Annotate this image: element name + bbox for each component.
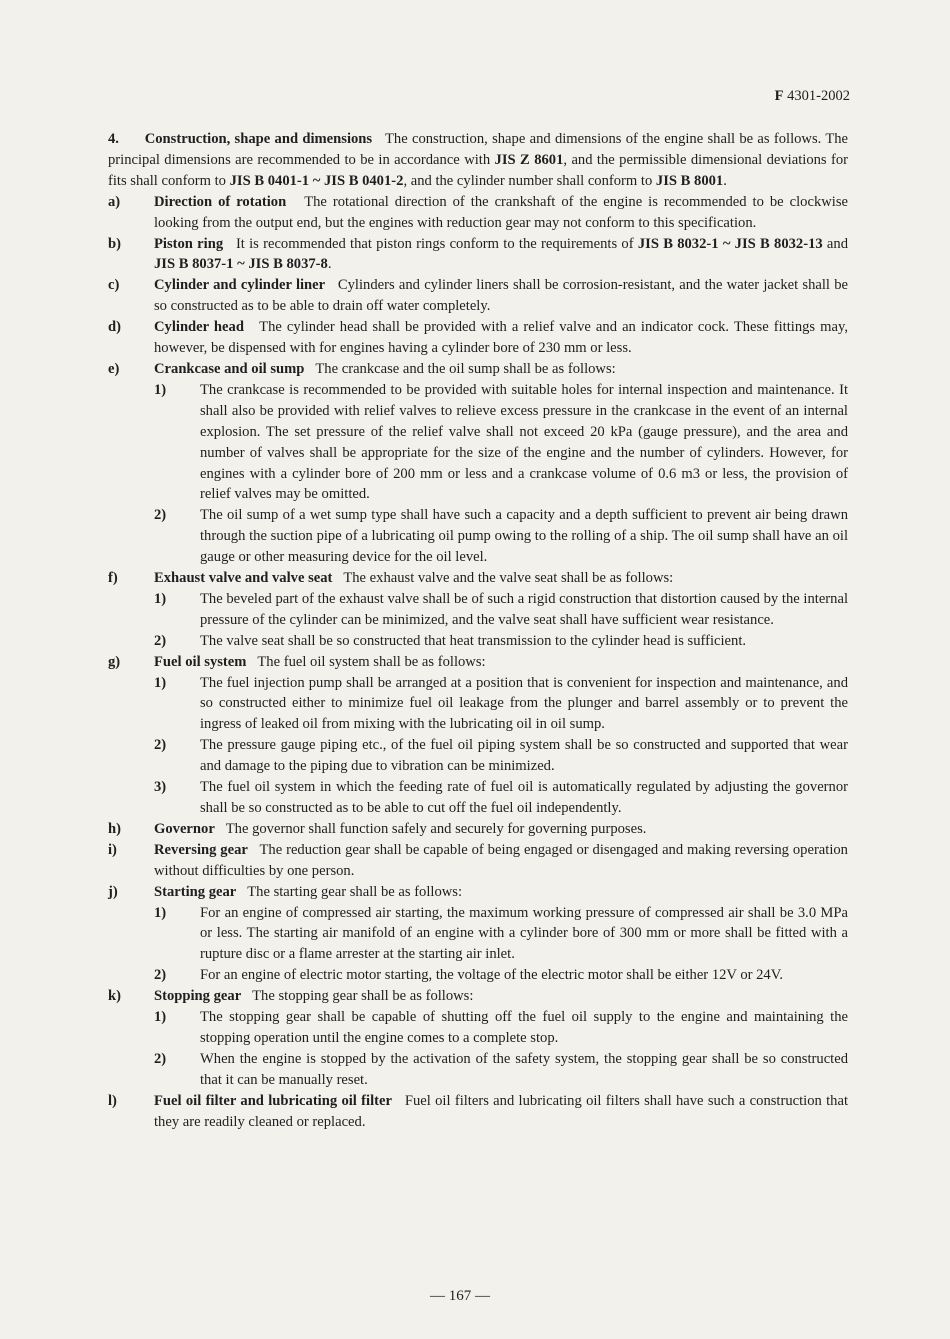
item-text: The rotational direction of the crankshaft of the engine is recommended to be clockwise looking from the output end, but the engines with reduction gear may not conform to this specification.: [154, 193, 848, 231]
item-label: j): [108, 883, 118, 900]
page-number: — 167 —: [430, 1288, 490, 1304]
item-title: Exhaust valve and valve seat: [154, 570, 333, 587]
subitem-text: The stopping gear shall be capable of shutting off the fuel oil supply to the engine and maintaining the stopping operation until the engine comes to a complete stop.: [200, 1009, 848, 1046]
item-b: [108, 234, 848, 276]
subitem-label: 3): [154, 779, 167, 796]
item-f: [108, 568, 848, 652]
item-label: f): [108, 570, 118, 587]
subitem: [154, 735, 848, 777]
item-label: k): [108, 988, 121, 1005]
subitem-text: The fuel injection pump shall be arranged at a position that is convenient for inspection and maintenance, and so constructed either to minimize fuel oil leakage from the plunger and barrel assembly or to prevent the ingress of leaked oil from mixing with the lubricating oil in oil sump.: [200, 674, 848, 733]
subitem: [154, 1007, 848, 1049]
item-text: Cylinders and cylinder liners shall be corrosion-resistant, and the water jacket shall be so constructed as to be able to drain off water completely.: [154, 277, 848, 315]
subitem-label: 1): [154, 674, 167, 691]
item-d: [108, 317, 848, 359]
standard-ref: JIS B 8001: [655, 172, 724, 189]
item-title: Reversing gear: [154, 841, 248, 858]
item-l: [108, 1091, 848, 1133]
subitem: [154, 589, 848, 631]
subitem-text: The fuel oil system in which the feeding rate of fuel oil is automatically regulated by adjusting the governor shall be so constructed as to be able to cut off the fuel oil independently.: [200, 779, 848, 816]
subitem-label: 2): [154, 1050, 167, 1067]
subitem-text: The beveled part of the exhaust valve shall be of such a rigid construction that distortion caused by the internal pressure of the cylinder can be minimized, and the valve seat shall have sufficient wear resistance.: [200, 590, 848, 628]
standard-ref: JIS B 8037-1 ~ JIS B 8037-8: [154, 256, 328, 273]
subitem-text: The valve seat shall be so constructed that heat transmission to the cylinder head is sufficient.: [200, 632, 747, 649]
item-k: [108, 986, 848, 1091]
item-h: [108, 819, 848, 840]
item-label: g): [108, 653, 121, 670]
subitem: [154, 505, 848, 568]
item-label: h): [108, 820, 121, 837]
subitem-label: 1): [154, 381, 167, 398]
subitem-text: For an engine of electric motor starting, the voltage of the electric motor shall be either 12V or 24V.: [200, 967, 784, 984]
item-a: [108, 192, 848, 234]
subitem-text: The oil sump of a wet sump type shall have such a capacity and a depth sufficient to prevent air being drawn through the suction pipe of a lubricating oil pump owing to the rolling of a ship. The oil sump shall have an oil gauge or other measuring device for the oil level.: [200, 507, 848, 566]
subitem-label: 2): [154, 737, 167, 754]
item-i: [108, 840, 848, 882]
subitem: [154, 777, 848, 819]
standard-ref: JIS B 0401-1 ~ JIS B 0401-2: [229, 172, 404, 189]
doc-code: F: [774, 88, 784, 104]
item-text: Fuel oil filters and lubricating oil filters shall have such a construction that they are readily cleaned or replaced.: [154, 1092, 848, 1130]
item-text: The reduction gear shall be capable of being engaged or disengaged and making reversing operation without difficulties by one person.: [154, 841, 848, 879]
item-title: Starting gear: [154, 883, 237, 900]
section-text: The construction, shape and dimensions of the engine shall be as follows. The principal dimensions are recommended to be in accordance with: [108, 131, 849, 168]
item-title: Fuel oil system: [154, 653, 247, 670]
item-text: The stopping gear shall be as follows:: [252, 988, 474, 1005]
section-text: , and the cylinder number shall conform to: [403, 172, 656, 189]
item-label: i): [108, 841, 117, 858]
item-e: [108, 359, 848, 568]
subitem-text: The pressure gauge piping etc., of the fuel oil piping system shall be so constructed and supported that wear and damage to the piping due to vibration can be minimized.: [200, 737, 848, 775]
item-text: .: [327, 256, 332, 273]
subitem: [154, 903, 848, 966]
item-title: Cylinder and cylinder liner: [154, 277, 326, 294]
item-text: The fuel oil system shall be as follows:: [257, 653, 486, 670]
item-text: The exhaust valve and the valve seat shall be as follows:: [343, 570, 674, 587]
subitem: [154, 1049, 848, 1091]
doc-number: 4301-2002: [787, 88, 850, 104]
subitem-text: When the engine is stopped by the activation of the safety system, the stopping gear shall be so constructed that it can be manually reset.: [200, 1050, 848, 1088]
subitem-label: 1): [154, 1009, 167, 1026]
section-text: , and the permissible dimensional deviations for fits shall conform to: [108, 151, 849, 189]
standard-ref: JIS B 8032-1 ~ JIS B 8032-13: [637, 235, 823, 252]
item-label: b): [108, 235, 121, 252]
standard-ref: JIS Z 8601: [494, 151, 564, 168]
subitem: [154, 673, 848, 736]
item-text: The governor shall function safely and securely for governing purposes.: [225, 820, 647, 837]
subitem-text: The crankcase is recommended to be provided with suitable holes for internal inspection and maintenance. It shall also be provided with relief valves to relieve excess pressure in the crankcase in the event of an internal explosion. The set pressure of the relief valve shall not exceed 20 kPa (gauge pressure), and the area and number of valves shall be appropriate for the size of the engine and the number of cylinders. However, for engines with a cylinder bore of 200 mm or less and a crankcase volume of 0.6 m3 or less, the provision of relief valves may be omitted.: [200, 381, 848, 503]
main-content: [108, 129, 848, 1133]
subitem: [154, 631, 848, 652]
subitem-label: 2): [154, 632, 167, 649]
document-number: [740, 88, 850, 105]
subitem: [154, 380, 848, 505]
item-title: Crankcase and oil sump: [154, 360, 305, 377]
subitem-label: 2): [154, 967, 167, 984]
item-title: Governor: [154, 820, 215, 837]
item-text: The cylinder head shall be provided with a relief valve and an indicator cock. These fittings may, however, be dispensed with for engines having a cylinder bore of 230 mm or less.: [154, 319, 849, 357]
item-c: [108, 275, 848, 317]
item-label: d): [108, 319, 121, 336]
section-text: .: [723, 172, 727, 189]
item-label: a): [108, 193, 121, 210]
item-label: c): [108, 277, 120, 294]
item-text: The starting gear shall be as follows:: [247, 883, 463, 900]
subitem-label: 2): [154, 507, 167, 524]
item-label: l): [108, 1092, 117, 1109]
section-number: 4.: [108, 131, 119, 147]
item-j: [108, 882, 848, 987]
item-text: and: [822, 235, 849, 252]
item-g: [108, 652, 848, 819]
section-intro: [108, 129, 848, 192]
subitem-text: For an engine of compressed air starting, the maximum working pressure of compressed air shall be 3.0 MPa or less. The starting air manifold of an engine with a cylinder bore of 300 mm or more shall be fitted with a rupture disc or a flame arrester at the starting air inlet.: [200, 904, 848, 963]
subitem-label: 1): [154, 904, 167, 921]
item-text: The crankcase and the oil sump shall be as follows:: [315, 360, 616, 377]
section-title: Construction, shape and dimensions: [144, 131, 373, 147]
item-title: Direction of rotation: [154, 193, 287, 210]
item-title: Fuel oil filter and lubricating oil filter: [154, 1092, 392, 1109]
item-text: It is recommended that piston rings conform to the requirements of: [235, 235, 638, 252]
item-label: e): [108, 360, 120, 377]
item-title: Stopping gear: [154, 988, 242, 1005]
item-title: Piston ring: [154, 235, 224, 252]
subitem-label: 1): [154, 590, 167, 607]
subitem: [154, 965, 848, 986]
item-title: Cylinder head: [154, 319, 244, 336]
